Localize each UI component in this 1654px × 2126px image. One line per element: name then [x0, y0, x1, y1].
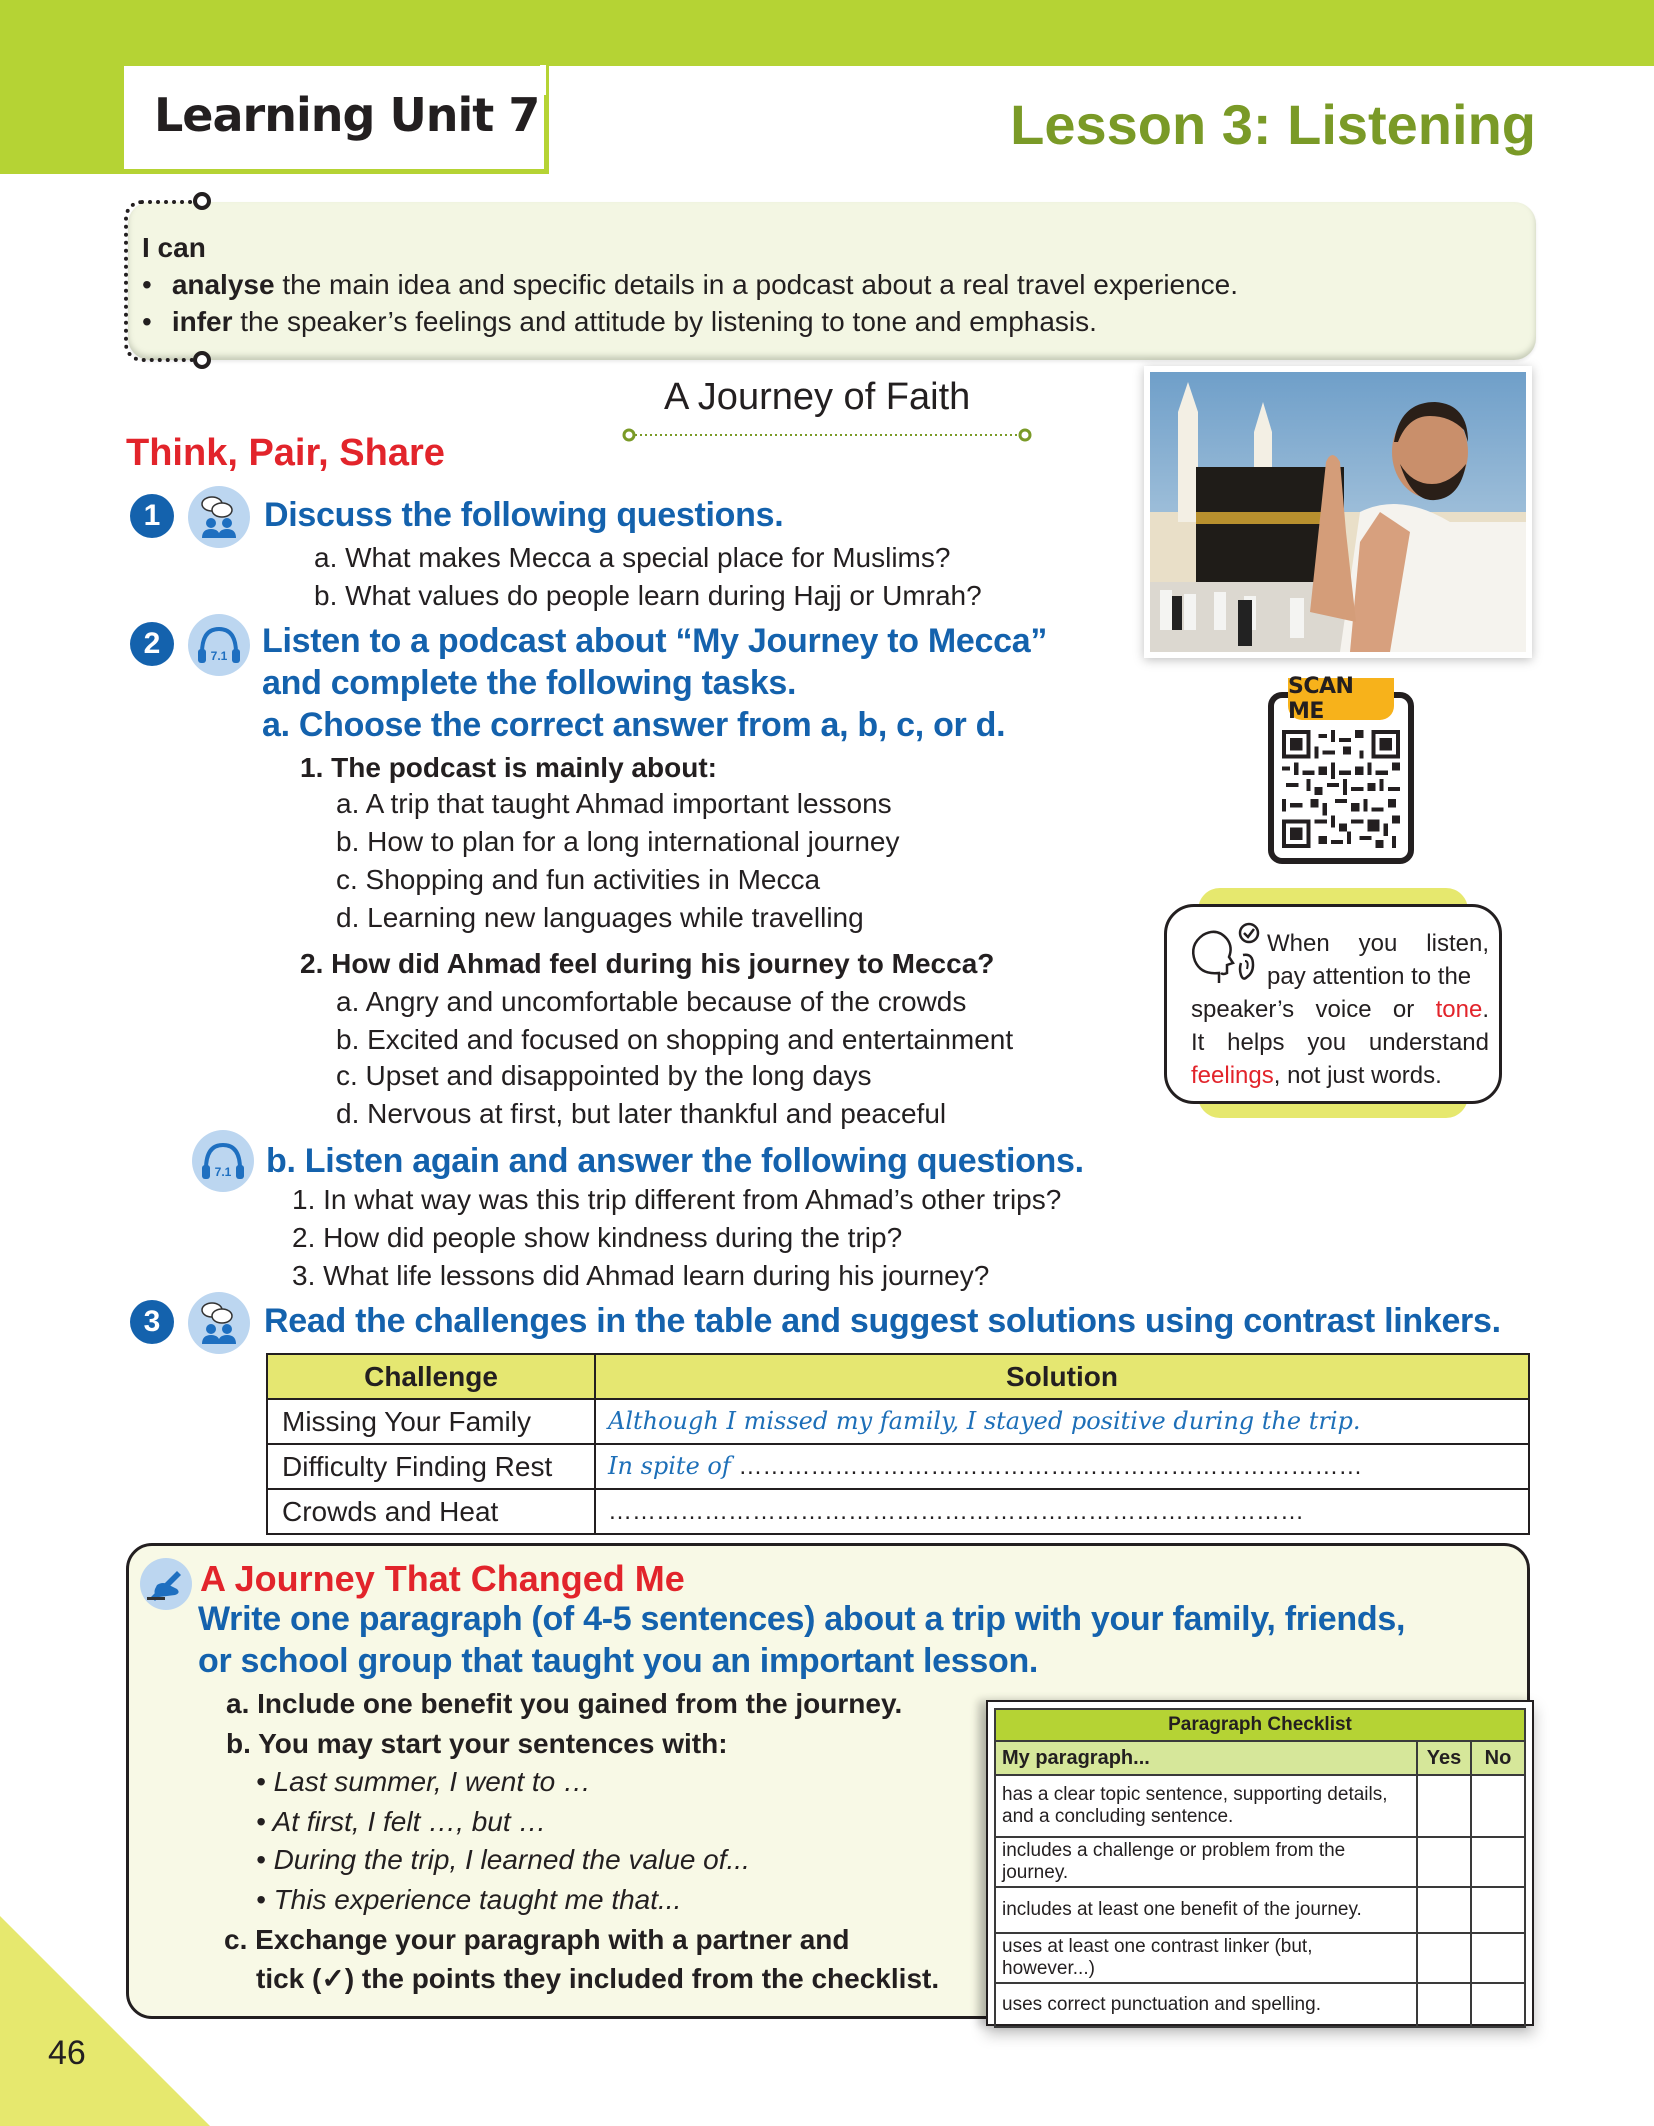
header-band-left [0, 66, 124, 174]
checklist-item: includes at least one benefit of the journey. [995, 1887, 1417, 1933]
solution-cell[interactable]: In spite of …………………………………………………………………… [595, 1444, 1529, 1489]
challenge-cell: Missing Your Family [267, 1399, 595, 1444]
sentence-starter: • This experience taught me that... [256, 1884, 682, 1915]
objective-item: • analyse the main idea and specific details in a podcast about a real travel experience. [142, 266, 1238, 303]
mcq-option[interactable]: c. Shopping and fun activities in Mecca [336, 864, 821, 895]
checklist-item: uses at least one contrast linker (but, however...) [995, 1933, 1417, 1983]
section-title: Think, Pair, Share [126, 432, 445, 474]
checklist-item: has a clear topic sentence, supporting details, and a concluding sentence. [995, 1775, 1417, 1837]
mcq-option[interactable]: a. A trip that taught Ahmad important lessons [336, 788, 892, 819]
checklist-row [995, 1887, 1525, 1933]
headphones-icon[interactable] [188, 614, 250, 676]
lesson-title: Lesson 3: Listening [1010, 93, 1536, 156]
yes-checkbox[interactable] [1417, 1837, 1471, 1887]
tip-line: It helps you understand [1191, 1029, 1489, 1056]
writing-heading-line2: or school group that taught you an important lesson. [198, 1642, 1039, 1680]
writing-instruction: tick (✓) the points they included from the checklist. [256, 1963, 940, 1994]
objective-item: • infer the speaker’s feelings and attitude by listening to tone and emphasis. [142, 303, 1238, 340]
challenge-cell: Crowds and Heat [267, 1489, 595, 1534]
task2a-heading: a. Choose the correct answer from a, b, c, or d. [262, 706, 1006, 744]
checklist-col-yes: Yes [1417, 1741, 1471, 1775]
objectives-heading: I can [142, 232, 206, 263]
table-row [267, 1399, 1529, 1444]
task-number-badge: 1 [130, 494, 174, 538]
yes-checkbox[interactable] [1417, 1983, 1471, 2027]
svg-text:7.1: 7.1 [214, 1165, 232, 1179]
checklist-item: includes a challenge or problem from the journey. [995, 1837, 1417, 1887]
table-row [267, 1444, 1529, 1489]
discussion-question: b. What values do people learn during Hajj or Umrah? [314, 580, 982, 611]
photo-illustration [1150, 372, 1526, 652]
mcq-option[interactable]: c. Upset and disappointed by the long days [336, 1060, 872, 1091]
column-header: Challenge [267, 1354, 595, 1399]
tip-line: feelings, not just words. [1191, 1062, 1442, 1089]
solution-cell[interactable]: Although I missed my family, I stayed positive during the trip. [595, 1399, 1529, 1444]
title-underline [622, 428, 1032, 442]
mcq-option[interactable]: b. Excited and focused on shopping and entertainment [336, 1024, 1014, 1055]
page-number: 46 [48, 2034, 86, 2072]
listening-question: 3. What life lessons did Ahmad learn during his journey? [292, 1260, 990, 1291]
scan-me-label: SCAN ME [1288, 678, 1394, 720]
no-checkbox[interactable] [1471, 1775, 1525, 1837]
table-header-row [267, 1354, 1529, 1399]
ring-icon [193, 351, 211, 369]
mcq-option[interactable]: d. Nervous at first, but later thankful and peaceful [336, 1098, 947, 1129]
checklist-item: uses correct punctuation and spelling. [995, 1983, 1417, 2027]
yes-checkbox[interactable] [1417, 1775, 1471, 1837]
task1-heading: Discuss the following questions. [264, 496, 784, 534]
task2b-heading: b. Listen again and answer the following questions. [266, 1142, 1084, 1180]
sentence-starter: • Last summer, I went to … [256, 1766, 592, 1797]
discussion-question: a. What makes Mecca a special place for Muslims? [314, 542, 951, 573]
checklist-row [995, 1933, 1525, 1983]
task-number-badge: 2 [130, 622, 174, 666]
writing-instruction: a. Include one benefit you gained from the journey. [226, 1688, 903, 1719]
unit-title-box [124, 66, 549, 174]
writing-heading-line1: Write one paragraph (of 4-5 sentences) about a trip with your family, friends, [198, 1600, 1406, 1638]
qr-code-icon[interactable] [1282, 730, 1400, 848]
mcq-prompt: 2. How did Ahmad feel during his journey to Mecca? [300, 948, 995, 979]
sentence-starter: • During the trip, I learned the value of... [256, 1844, 750, 1875]
writing-title: A Journey That Changed Me [200, 1558, 685, 1599]
qr-card[interactable] [1268, 674, 1414, 864]
solution-cell[interactable]: …………………………………………………………………………… [595, 1489, 1529, 1534]
tip-line: pay attention to the [1267, 963, 1472, 990]
checklist-title: Paragraph Checklist [995, 1709, 1525, 1741]
paragraph-checklist [986, 1700, 1534, 2026]
checklist-table [994, 1708, 1526, 2028]
checklist-row [995, 1837, 1525, 1887]
headphones-icon[interactable] [192, 1130, 254, 1192]
writing-instruction: c. Exchange your paragraph with a partner and [224, 1924, 850, 1955]
listening-question: 2. How did people show kindness during the trip? [292, 1222, 903, 1253]
yes-checkbox[interactable] [1417, 1887, 1471, 1933]
sentence-starter: • At first, I felt …, but … [256, 1806, 547, 1837]
mcq-prompt: 1. The podcast is mainly about: [300, 752, 717, 783]
no-checkbox[interactable] [1471, 1837, 1525, 1887]
challenge-cell: Difficulty Finding Rest [267, 1444, 595, 1489]
discussion-icon [188, 1292, 250, 1354]
writing-hand-icon [140, 1558, 192, 1610]
challenge-table [266, 1353, 1530, 1535]
header-band [0, 0, 1654, 66]
no-checkbox[interactable] [1471, 1887, 1525, 1933]
story-title: A Journey of Faith [664, 376, 971, 418]
table-row [267, 1489, 1529, 1534]
no-checkbox[interactable] [1471, 1983, 1525, 2027]
checklist-col-item: My paragraph... [995, 1741, 1417, 1775]
column-header: Solution [595, 1354, 1529, 1399]
tip-line: When you listen, [1267, 930, 1489, 957]
writing-instruction: b. You may start your sentences with: [226, 1728, 728, 1759]
discussion-icon [188, 486, 250, 548]
tip-line: speaker’s voice or tone. [1191, 996, 1489, 1023]
checklist-row [995, 1983, 1525, 2027]
mcq-option[interactable]: d. Learning new languages while travelling [336, 902, 864, 933]
task2-heading-line2: and complete the following tasks. [262, 664, 797, 702]
yes-checkbox[interactable] [1417, 1933, 1471, 1983]
unit-title: Learning Unit 7 [154, 88, 540, 142]
objectives-list [142, 266, 1238, 340]
checklist-row [995, 1775, 1525, 1837]
task3-heading: Read the challenges in the table and suggest solutions using contrast linkers. [264, 1302, 1501, 1340]
mcq-option[interactable]: b. How to plan for a long international journey [336, 826, 900, 857]
mcq-option[interactable]: a. Angry and uncomfortable because of the crowds [336, 986, 967, 1017]
head-listening-icon [1183, 921, 1263, 995]
checklist-col-no: No [1471, 1741, 1525, 1775]
page-corner-triangle [0, 1916, 210, 2126]
task2-heading-line1: Listen to a podcast about “My Journey to Mecca” [262, 622, 1048, 660]
listening-tip-box [1164, 904, 1502, 1104]
kaaba-photo [1144, 366, 1532, 658]
svg-text:7.1: 7.1 [210, 649, 228, 663]
listening-question: 1. In what way was this trip different from Ahmad’s other trips? [292, 1184, 1062, 1215]
ring-icon [193, 192, 211, 210]
task-number-badge: 3 [130, 1300, 174, 1344]
no-checkbox[interactable] [1471, 1933, 1525, 1983]
